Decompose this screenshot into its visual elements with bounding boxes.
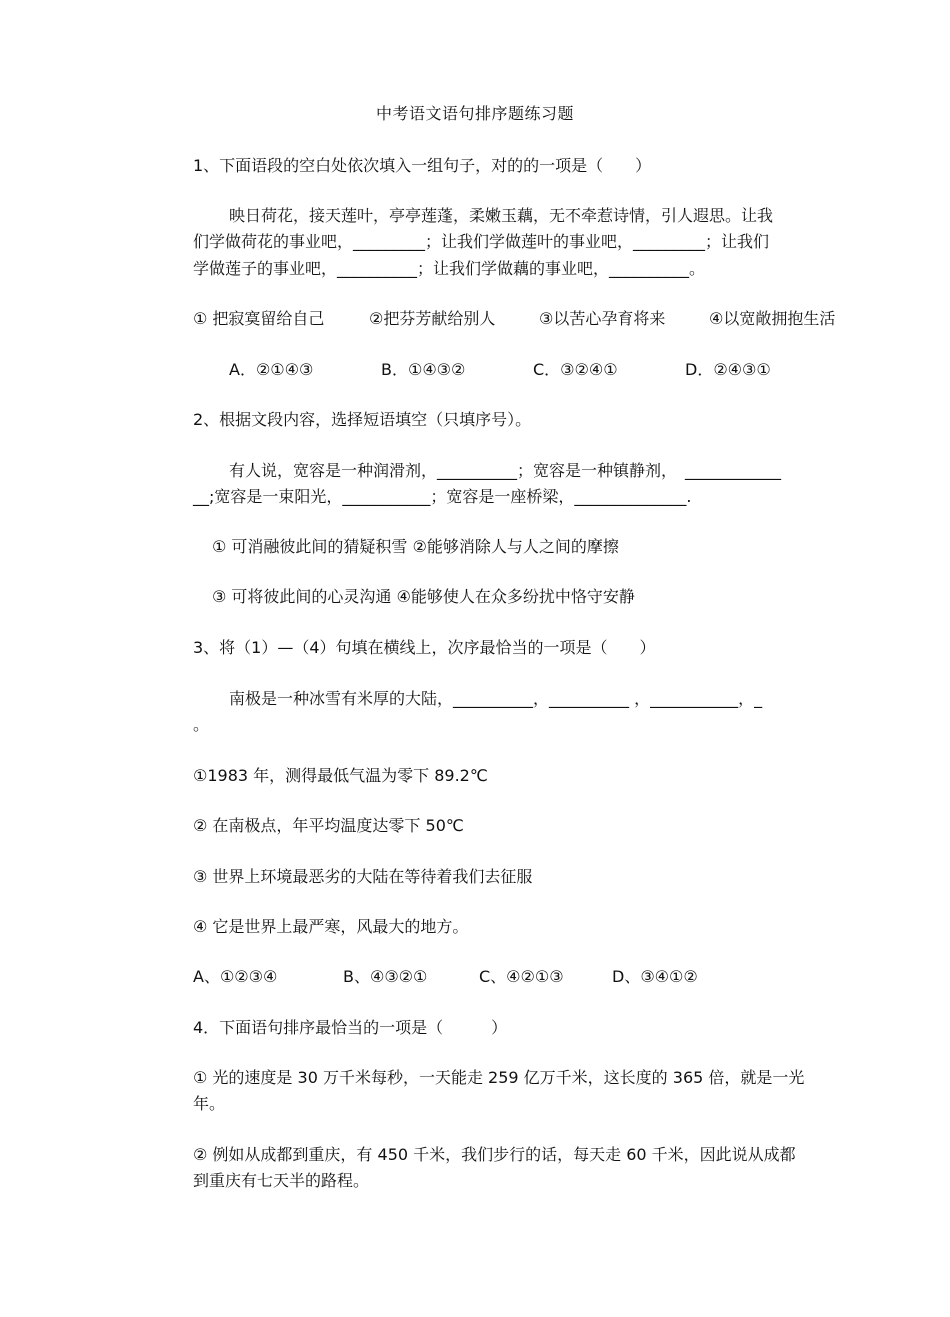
- q4-sentence-1-line2: 年。: [193, 1094, 226, 1113]
- q3-sentence-4: ④ 它是世界上最严寒，风最大的地方。: [193, 917, 469, 936]
- q1-option-d: D．②④③①: [685, 360, 771, 379]
- q4-stem: 4．下面语句排序最恰当的一项是（ ）: [193, 1018, 508, 1037]
- q1-sentences: [193, 306, 835, 332]
- q4-sentence-2-line2: 到重庆有七天半的路程。: [193, 1171, 370, 1190]
- q3-passage-line2: 。: [193, 715, 210, 734]
- q3-option-d: D、③④①②: [612, 967, 698, 986]
- q2-phrases-line2: ③ 可将彼此间的心灵沟通 ④能够使人在众多纷扰中恪守安静: [212, 587, 635, 606]
- q4-sentence-1-line1: ① 光的速度是 30 万千米每秒，一天能走 259 亿万千米，这长度的 365 倍，就是一光: [193, 1068, 805, 1087]
- q3-sentence-1: ①1983 年，测得最低气温为零下 89.2℃: [193, 766, 488, 785]
- q1-sentence-3: ③以苦心孕育将来: [539, 309, 666, 328]
- page-title: 中考语文语句排序题练习题: [375, 104, 574, 123]
- q1-option-a: A．②①④③: [229, 360, 314, 379]
- q1-sentence-2: ②把芬芳献给别人: [369, 309, 496, 328]
- q2-passage-line1: 有人说，宽容是一种润滑剂，__________；宽容是一种镇静剂， ____________: [229, 461, 782, 480]
- q1-option-c: C．③②④①: [533, 360, 618, 379]
- q3-option-b: B、④③②①: [343, 967, 428, 986]
- q1-sentence-1: ① 把寂寞留给自己: [193, 309, 325, 328]
- q3-options: [193, 964, 698, 990]
- q1-stem: 1、下面语段的空白处依次填入一组句子，对的的一项是（ ）: [193, 156, 652, 175]
- q1-passage-line1: 映日荷花，接天莲叶，亭亭莲蓬，柔嫩玉藕，无不牵惹诗情，引人遐思。让我: [229, 206, 774, 225]
- q2-passage-line2: __;宽容是一束阳光，___________；宽容是一座桥梁，______________.: [193, 487, 692, 506]
- q1-passage-line3: 学做莲子的事业吧，__________；让我们学做藕的事业吧，__________。: [193, 259, 706, 278]
- q1-passage-line2: 们学做荷花的事业吧，_________；让我们学做莲叶的事业吧，_________；让我们: [193, 232, 770, 251]
- q4-sentence-2-line1: ② 例如从成都到重庆，有 450 千米，我们步行的话，每天走 60 千米，因此说从成都: [193, 1145, 796, 1164]
- q1-options: [229, 357, 771, 383]
- q3-sentence-3: ③ 世界上环境最恶劣的大陆在等待着我们去征服: [193, 867, 533, 886]
- q3-stem: 3、将（1）—（4）句填在横线上，次序最恰当的一项是（ ）: [193, 638, 656, 657]
- q2-stem: 2、根据文段内容，选择短语填空（只填序号）。: [193, 410, 532, 429]
- q1-sentence-4: ④以宽敞拥抱生活: [709, 309, 836, 328]
- q2-phrases-line1: ① 可消融彼此间的猜疑积雪 ②能够消除人与人之间的摩擦: [212, 537, 619, 556]
- q3-passage-line1: 南极是一种冰雪有米厚的大陆，__________，__________ ，___________，_: [229, 689, 763, 708]
- q3-option-a: A、①②③④: [193, 967, 278, 986]
- q1-option-b: B．①④③②: [381, 360, 466, 379]
- q3-option-c: C、④②①③: [479, 967, 564, 986]
- q3-sentence-2: ② 在南极点，年平均温度达零下 50℃: [193, 816, 464, 835]
